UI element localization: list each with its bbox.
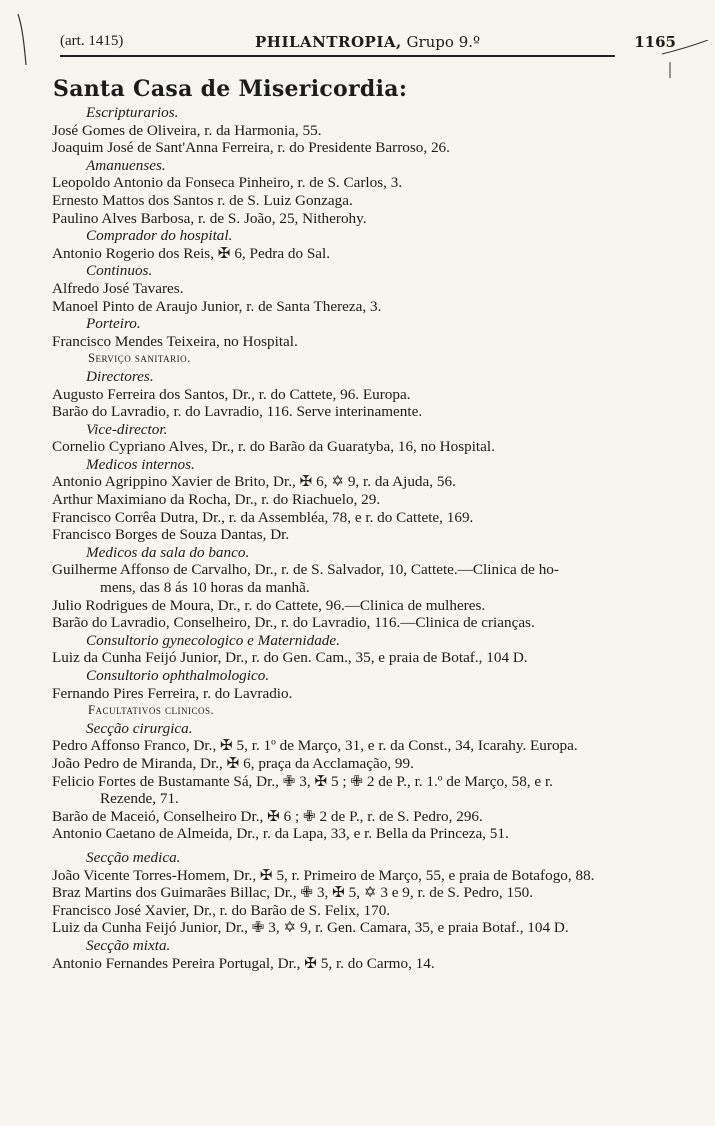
category-heading: Medicos da sala do banco. — [86, 543, 250, 561]
category-heading: Medicos internos. — [86, 455, 195, 473]
directory-entry: Alfredo José Tavares. — [52, 279, 184, 297]
directory-entry: Francisco Mendes Teixeira, no Hospital. — [52, 332, 298, 350]
article-reference: (art. 1415) — [60, 33, 124, 49]
directory-entry: Luiz da Cunha Feijó Junior, Dr., r. do Gen. Cam., 35, e praia de Botaf., 104 D. — [52, 649, 528, 667]
directory-entry: Barão de Maceió, Conselheiro Dr., ✠ 6 ; ✙ 2 de P., r. de S. Pedro, 296. — [52, 807, 483, 825]
directory-entry: Ernesto Mattos dos Santos r. de S. Luiz Gonzaga. — [52, 191, 353, 209]
directory-entry: Antonio Rogerio dos Reis, ✠ 6, Pedra do Sal. — [52, 244, 331, 262]
running-title-bold: PHILANTROPIA, — [255, 33, 402, 51]
directory-entry: Antonio Agrippino Xavier de Brito, Dr., ✠ 6, ✡ 9, r. da Ajuda, 56. — [52, 473, 456, 491]
category-heading: Secção medica. — [86, 848, 181, 866]
directory-listing — [52, 104, 682, 972]
directory-entry: Joaquim José de Sant'Anna Ferreira, r. do Presidente Barroso, 26. — [52, 139, 450, 157]
category-heading: Directores. — [86, 367, 154, 385]
category-heading: Consultorio ophthalmologico. — [86, 667, 270, 684]
category-heading: Escripturarios. — [86, 104, 179, 121]
section-title: Santa Casa de Misericordia: — [53, 76, 408, 102]
margin-ink-mark — [14, 12, 34, 67]
directory-entry: Francisco Corrêa Dutra, Dr., r. da Assembléa, 78, e r. do Cattete, 169. — [52, 508, 474, 526]
directory-entry: Francisco Borges de Souza Dantas, Dr. — [52, 526, 290, 544]
page-header — [60, 33, 680, 55]
directory-entry: Paulino Alves Barbosa, r. de S. João, 25, Nitherohy. — [52, 209, 367, 227]
directory-entry: Braz Martins dos Guimarães Billac, Dr., ✙ 3, ✠ 5, ✡ 3 e 9, r. de S. Pedro, 150. — [52, 884, 534, 902]
page-number: 1165 — [634, 33, 676, 51]
category-heading: Secção mixta. — [86, 936, 171, 954]
corner-ink-mark — [640, 40, 710, 80]
directory-entry: Manoel Pinto de Araujo Junior, r. de Santa Thereza, 3. — [52, 297, 382, 315]
section-heading: Serviço sanitario. — [88, 351, 191, 366]
directory-entry: João Vicente Torres-Homem, Dr., ✠ 5, r. Primeiro de Março, 55, e praia de Botafogo, 88. — [52, 866, 595, 884]
category-heading: Continuos. — [86, 262, 153, 280]
entry-continuation: mens, das 8 ás 10 horas da manhã. — [100, 579, 310, 597]
directory-entry: Fernando Pires Ferreira, r. do Lavradio. — [52, 684, 293, 702]
directory-entry: Augusto Ferreira dos Santos, Dr., r. do Cattete, 96. Europa. — [52, 385, 411, 403]
running-title-group: Grupo 9.º — [401, 33, 481, 51]
directory-entry: Luiz da Cunha Feijó Junior, Dr., ✙ 3, ✡ 9, r. Gen. Camara, 35, e praia Botaf., 104 D. — [52, 919, 569, 937]
category-heading: Porteiro. — [86, 315, 141, 333]
directory-entry: João Pedro de Miranda, Dr., ✠ 6, praça da Acclamação, 99. — [52, 754, 414, 772]
directory-entry: Francisco José Xavier, Dr., r. do Barão de S. Felix, 170. — [52, 901, 391, 919]
directory-entry: Antonio Fernandes Pereira Portugal, Dr., ✠ 5, r. do Carmo, 14. — [52, 954, 435, 972]
running-title — [255, 33, 480, 51]
directory-entry: Barão do Lavradio, r. do Lavradio, 116. Serve interinamente. — [52, 403, 423, 421]
directory-entry: Cornelio Cypriano Alves, Dr., r. do Barão da Guaratyba, 16, no Hospital. — [52, 438, 495, 456]
category-heading: Comprador do hospital. — [86, 227, 233, 245]
directory-entry: Julio Rodrigues de Moura, Dr., r. do Cattete, 96.—Clinica de mulheres. — [52, 596, 486, 614]
directory-entry: Arthur Maximiano da Rocha, Dr., r. do Riachuelo, 29. — [52, 491, 381, 509]
entry-continuation: Rezende, 71. — [100, 790, 179, 808]
section-heading: Facultativos clinicos. — [88, 703, 215, 718]
directory-entry: José Gomes de Oliveira, r. da Harmonia, 55. — [52, 121, 322, 139]
category-heading: Vice-director. — [86, 420, 168, 438]
directory-entry: Felicio Fortes de Bustamante Sá, Dr., ✙ 3, ✠ 5 ; ✙ 2 de P., r. 1.º de Março, 58, e r. — [52, 772, 553, 790]
directory-entry: Leopoldo Antonio da Fonseca Pinheiro, r. de S. Carlos, 3. — [52, 174, 403, 192]
directory-entry: Barão do Lavradio, Conselheiro, Dr., r. do Lavradio, 116.—Clinica de crianças. — [52, 614, 535, 632]
category-heading: Consultorio gynecologico e Maternidade. — [86, 631, 340, 649]
directory-entry: Pedro Affonso Franco, Dr., ✠ 5, r. 1º de Março, 31, e r. da Const., 34, Icarahy. Europa. — [52, 737, 578, 755]
category-heading: Amanuenses. — [86, 156, 166, 174]
directory-entry: Antonio Caetano de Almeida, Dr., r. da Lapa, 33, e r. Bella da Princeza, 51. — [52, 825, 509, 843]
category-heading: Secção cirurgica. — [86, 719, 193, 737]
directory-entry: Guilherme Affonso de Carvalho, Dr., r. de S. Salvador, 10, Cattete.—Clinica de ho- — [52, 561, 559, 579]
header-rule — [60, 55, 615, 57]
